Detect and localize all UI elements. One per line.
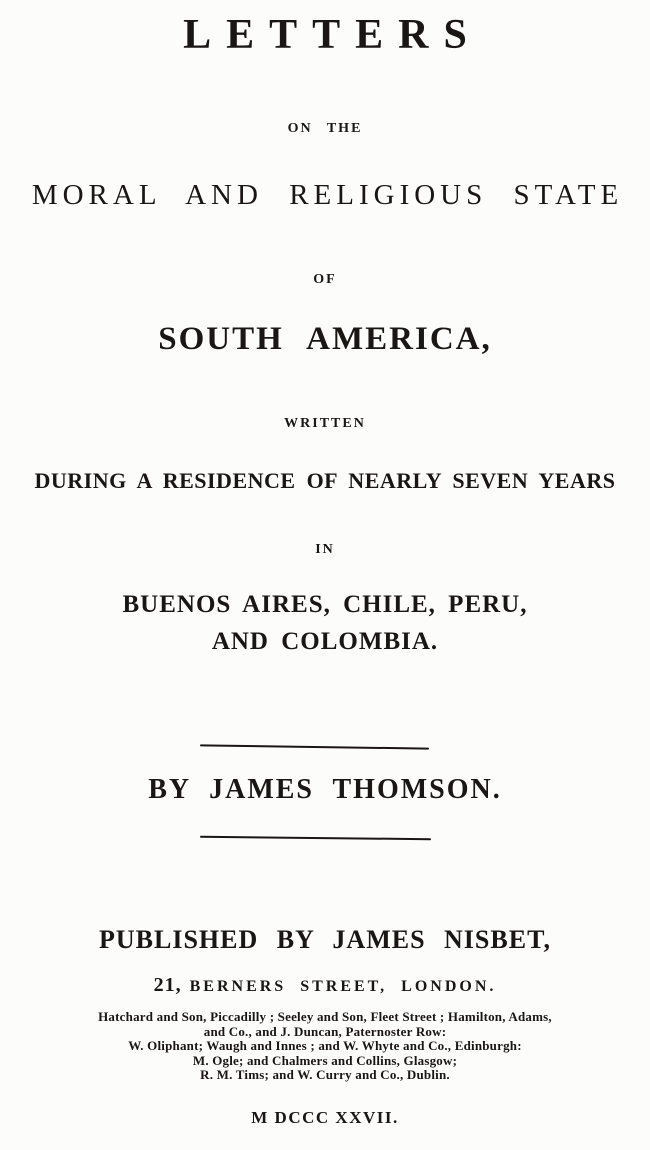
publisher-line: PUBLISHED BY JAMES NISBET, <box>99 925 551 954</box>
author-byline: BY JAMES THOMSON. <box>148 774 502 805</box>
title-connector-of: OF <box>313 272 337 287</box>
title-connector-in: IN <box>315 542 335 557</box>
title-connector-on-the: ON THE <box>287 121 363 136</box>
booksellers-line-1: Hatchard and Son, Piccadilly ; Seeley and Son, Fleet Street ; Hamilton, Adams, <box>98 1009 552 1024</box>
booksellers-line-5: R. M. Tims; and W. Curry and Co., Dublin. <box>200 1067 450 1083</box>
publication-year-roman: M DCCC XXVII. <box>251 1108 399 1127</box>
address-street-city: BERNERS STREET, LONDON. <box>189 978 497 995</box>
booksellers-line-2: and Co., and J. Duncan, Paternoster Row: <box>203 1023 447 1039</box>
horizontal-rule-bottom <box>200 836 431 840</box>
places-line-1: BUENOS AIRES, CHILE, PERU, <box>122 591 528 618</box>
written-label: WRITTEN <box>284 416 366 431</box>
booksellers-line-4: M. Ogle; and Chalmers and Collins, Glasgow; <box>192 1052 458 1068</box>
booksellers-line-3: W. Oliphant; Waugh and Innes ; and W. Whyte and Co., Edinburgh: <box>128 1038 522 1054</box>
publisher-address <box>0 974 650 996</box>
region-title: SOUTH AMERICA, <box>158 321 492 357</box>
book-subtitle: MORAL AND RELIGIOUS STATE <box>31 179 624 211</box>
places-line-2: AND COLOMBIA. <box>211 628 439 655</box>
book-title: LETTERS <box>183 12 482 58</box>
horizontal-rule-top <box>200 744 429 749</box>
booksellers-imprint <box>0 1010 650 1083</box>
address-street-number: 21, <box>153 974 182 996</box>
residence-line: DURING A RESIDENCE OF NEARLY SEVEN YEARS <box>34 468 616 493</box>
